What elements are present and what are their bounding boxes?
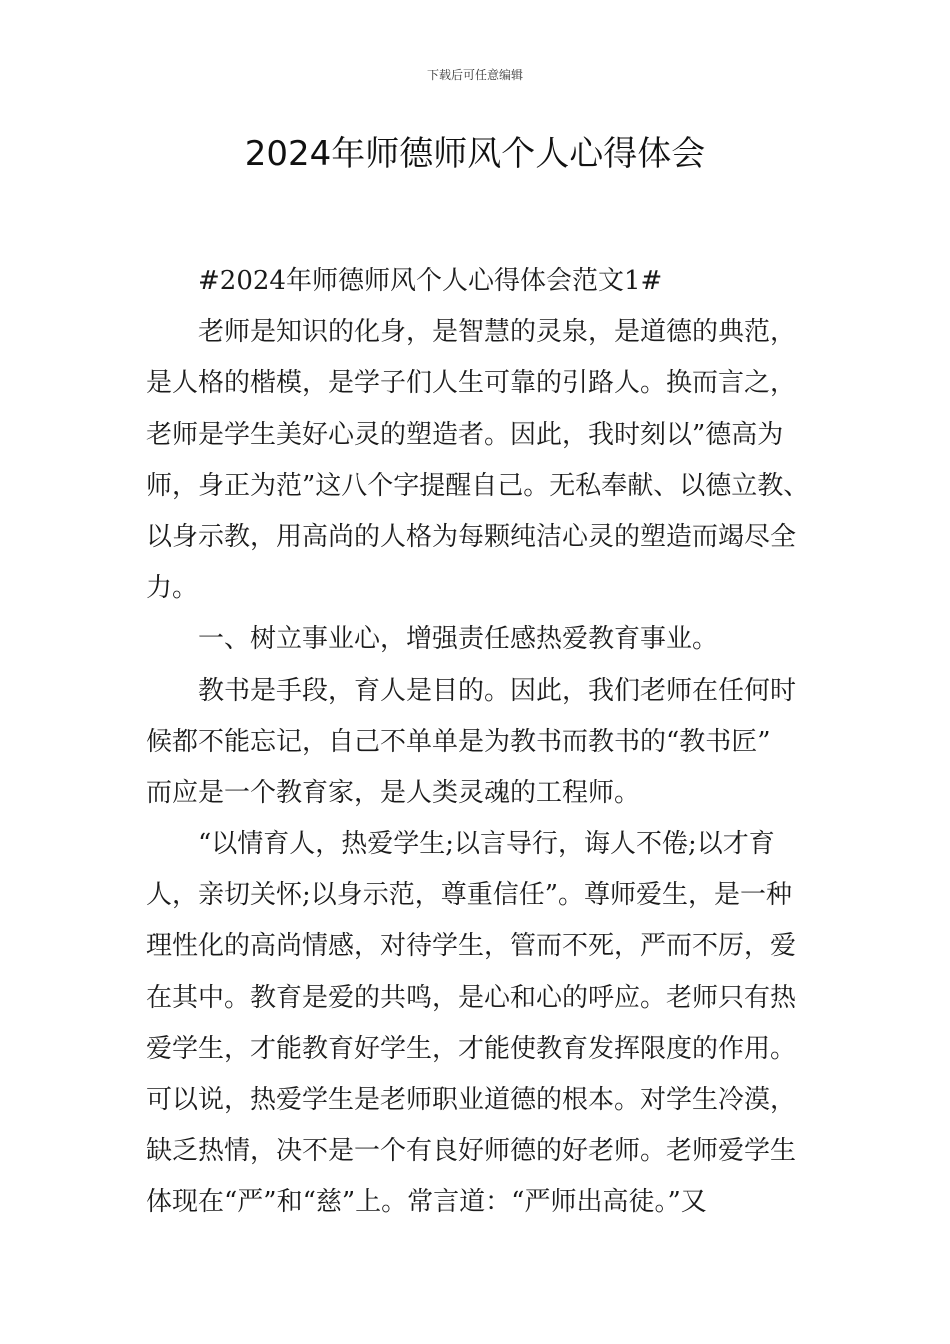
body-line: 缺乏热情，决不是一个有良好师德的好老师。老师爱学生: [146, 1136, 797, 1167]
body-line: “以情育人，热爱学生;以言导行，诲人不倦;以才育: [198, 829, 775, 860]
body-line: 老师是知识的化身，是智慧的灵泉，是道德的典范，: [198, 317, 797, 348]
body-line: 教书是手段，育人是目的。因此，我们老师在任何时: [198, 675, 797, 706]
document-body: [146, 256, 826, 1229]
body-line: 理性化的高尚情感，对待学生，管而不死，严而不厉，爱: [146, 931, 797, 962]
header-note: 下载后可任意编辑: [426, 68, 523, 82]
body-line: 以身示教，用高尚的人格为每颗纯洁心灵的塑造而竭尽全: [146, 521, 797, 552]
body-line: 人，亲切关怀;以身示范，尊重信任”。尊师爱生，是一种: [146, 880, 793, 911]
body-line: 师，身正为范”这八个字提醒自己。无私奉献、以德立教、: [146, 470, 810, 501]
body-line: 爱学生，才能教育好学生，才能使教育发挥限度的作用。: [146, 1033, 797, 1064]
body-line: 候都不能忘记，自己不单单是为教书而教书的“教书匠”: [146, 726, 771, 757]
body-line: 在其中。教育是爱的共鸣，是心和心的呼应。老师只有热: [146, 982, 797, 1013]
body-line: 是人格的楷模，是学子们人生可靠的引路人。换而言之，: [146, 368, 797, 399]
body-line: 体现在“严”和“慈”上。常言道：“严师出高徒。”又: [146, 1187, 707, 1218]
body-line: 力。: [146, 573, 199, 604]
body-line: #2024年师德师风个人心得体会范文1#: [198, 266, 663, 296]
body-line: 老师是学生美好心灵的塑造者。因此，我时刻以”德高为: [146, 419, 784, 450]
body-line: 而应是一个教育家，是人类灵魂的工程师。: [146, 777, 641, 808]
body-line: 可以说，热爱学生是老师职业道德的根本。对学生冷漠，: [146, 1085, 797, 1115]
document-title: 2024年师德师风个人心得体会: [244, 134, 706, 174]
section-heading: 一、树立事业心，增强责任感热爱教育事业。: [198, 624, 719, 655]
